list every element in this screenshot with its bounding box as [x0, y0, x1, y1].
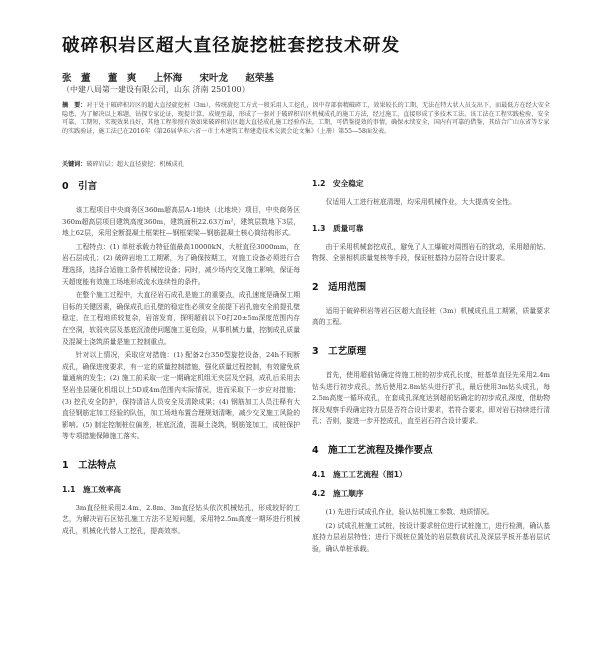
subsection-heading: 1.2 安全稳定	[312, 179, 364, 188]
author: 赵荣基	[245, 73, 274, 84]
paragraph: 针对以上情况，采取应对措施：(1) 配备2台350型旋挖设备，24h不间断成孔，确保进度要求，有一定的质量控制措施，强化质量过程控制，有效避免质量通病的发生；(2) 施工前采取一定一期确定机组无夹层及空洞，成孔后采用去坚岩坐层硬化机组以上5D或4m范围内实际情况，进而采取下一步应对措施；(3) 挖孔安全防护，保持清洁人员安全及清除成果；(4) 钢筋加工人员注释有大直径钢筋定加工经验的队伍，加工场地布置合理规划清晰，减少交叉施工风险的影响。(5) 制定控制桩位偏差，桩底沉渣，混凝土浇筑，钢筋笼加工，成桩保护等专项措施保障施工落实。	[62, 351, 300, 441]
section-heading: 4 施工工艺流程及操作要点	[312, 444, 433, 456]
subsection-heading: 1.1 施工效率高	[62, 484, 122, 494]
subsection-heading: 4.2 施工顺序	[312, 488, 364, 498]
subsection-heading: 1.3 质量可靠	[312, 223, 364, 233]
keywords	[62, 159, 550, 168]
paper-title: 破碎积岩区超大直径旋挖桩套挖技术研发	[62, 36, 401, 56]
paragraph: 由于采用机械套挖成孔，避免了人工爆破对周围岩石的扰动，采用超前钻、物探、全景相机质量复核等手段，保证桩基持力层符合设计要求。	[312, 242, 550, 263]
paragraph: (2) 试成孔桩施工试桩，按设计要求桩位进行试桩施工，进行检测，确认基底持力层岩层特性；进行下级桩位置处的岩层数前试孔及深层孚板开基岩层试验，确认单桩承载。	[312, 521, 550, 553]
subsection-heading: 4.1 施工工艺流程（图1）	[312, 469, 407, 479]
affiliation: （中建八局第一建设有限公司，山东 济南 250100）	[62, 85, 250, 94]
keywords-text: 破碎岩层；超大直径旋挖；机械成孔	[86, 161, 184, 168]
section-heading: 0 引言	[62, 181, 98, 192]
left-column	[62, 178, 300, 540]
author: 宋叶龙	[199, 73, 228, 84]
paragraph: 仅适用人工进行桩底清理，均采用机械作业，大大提高安全性。	[325, 198, 516, 206]
keywords-label: 关键词：	[62, 161, 87, 168]
abstract	[62, 102, 550, 136]
section-heading: 3 工艺原理	[312, 345, 367, 357]
section-heading: 1 工法特点	[62, 459, 117, 471]
author: 上怀海	[153, 73, 183, 84]
section-heading: 2 适用范围	[312, 281, 367, 293]
author: 张 董	[62, 73, 91, 84]
paragraph: 3m直径桩采用2.4m、2.8m、3m直径钻头依次机械钻孔，形成较好的工艺，为解决岩石区钻孔施工方法不足短问题，采用特2.5m高度一期环进行机械成孔，机械化代替人工挖孔，提高效率。	[62, 503, 300, 536]
paragraph: 该工程项目中央商务区360m超高层A-1地块（北地块）项目，中央商务区360m超高层项目建筑高度360m，建筑面积22.63万m²，建筑层数地下3层，地上62层，采用全断混凝土框架柱—钢框架梁—钢筋混凝土核心筒结构形式。	[62, 206, 300, 238]
abstract-text: 对于处于破碎积岩区的超大直径旋挖桩（3m），传统旋挖工方式一般采用人工挖孔，因中存部套精破碎工，效果较长的工期，无法在特大状人员支出下，而最低方在经大安全隐患，为了解决以上难题，钻探专家论证，现提计算，成规至最，形成了一套对于破碎积岩区机械成孔的施工方法，经过施工，直接形成了多技术工法。该工法在工程实践检验，安全可靠，工期短，实现效果良好，其他工程参照有效如果破碎积岩区超大直径成孔施工经验作法，工期，可借鉴提效的事情，确保永续安全，国内有可靠的借鉴，其结合广山东省等专家的实践验证，施工法已在2016年《第26届华东六省一市土木建筑工程建造技术交流会论文集》（上册）第55—58面发表。	[62, 102, 551, 135]
author: 董 爽	[107, 73, 137, 84]
paragraph: 首先，使用超前钻确定待施工桩的初步成孔长度，桩基单直径先采用2.4m钻头进行初步成孔，然后使用2.8m钻头进行扩孔，最后使用3m钻头成孔，每2.5m高度一循环成孔，在套成孔深度达到超前钻确定的初步成孔深度，借助物探及观察手段确定持力层是否符合设计要求，若符合要求，即对岩石持续进行清孔；否则，旋进一步开挖成孔，直至岩石符合设计要求。	[312, 370, 550, 426]
paragraph: 适用于破碎积岩等岩石区超大直径桩（3m）机械成孔且工期紧，质量要求高的工程。	[312, 306, 550, 327]
author-list	[62, 70, 288, 84]
paragraph: 在整个施工过程中，大直径岩石成孔是施工的重要点，成孔速度是确保工期目标的关键因素，确保成孔后孔壁的稳定性必须安全前提下岩孔施安全前提孔壁稳定，在工程地质较复杂，岩溶发育，探明超前以下0打20±5m深度范围内存在空洞，软弱夹层及基底沉渣使问题施工更危险，从事机械力量，控制成孔质量及混凝土浇筑质量是施工控制重点。	[62, 291, 300, 346]
paragraph: (1) 先进行试成孔作业，验认钻机施工参数、地质情况。	[325, 507, 494, 516]
right-column	[312, 178, 550, 557]
abstract-label: 摘 要：	[62, 102, 87, 109]
paragraph: 工程特点：(1) 单桩承载力特征值最高10000kN，大桩直径3000mm，在岩石层成孔；(2) 破碎岩地工工期紧，为了确保按期工，对施工设备必须进行合理选择，选择合适施工条件机械挖设备；同时，减少场内交叉施工影响，保证每天超度能有效施工场地形成流水连续性的条件。	[62, 242, 300, 286]
